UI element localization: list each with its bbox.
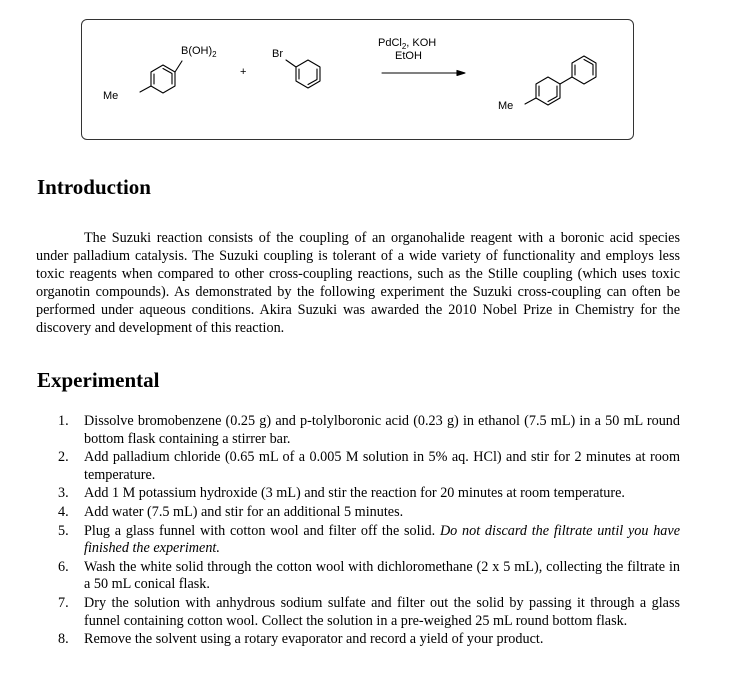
bromobenzene-structure: [286, 60, 320, 88]
step-number: 8.: [58, 631, 69, 648]
step-number: 1.: [58, 413, 69, 429]
introduction-text: The Suzuki reaction consists of the coupling of an organohalide reagent with a boronic acid species under palladium catalysis. The Suzuki coupling is tolerant of a wide variety of functionality and employs less toxic reagents when compared to other cross-coupling reactions, such as the Stille coupling (which uses toxic organotin compounds). As demonstrated by the following experiment the Suzuki cross-coupling can often be performed under aqueous conditions. Akira Suzuki was awarded the 2010 Nobel Prize in Chemistry for the discovery and development of this reaction.: [36, 230, 680, 337]
step-number: 4.: [58, 503, 69, 520]
step-number: 2.: [58, 449, 69, 466]
step-text: Add palladium chloride (0.65 mL of a 0.005 M solution in 5% aq. HCl) and stir for 2 minutes at room temperature.: [84, 449, 680, 483]
introduction-paragraph: [36, 229, 680, 338]
list-item: [36, 504, 680, 522]
tolylboronic-acid-structure: [140, 61, 182, 93]
step-text: Add 1 M potassium hydroxide (3 mL) and stir the reaction for 20 minutes at room temperature.: [84, 485, 625, 502]
bromo-label: Br: [272, 48, 283, 60]
step-text: Wash the white solid through the cotton wool with dichloromethane (2 x 5 mL), collecting the filtrate in a 50 mL conical flask.: [84, 558, 680, 593]
list-item: [36, 559, 680, 594]
step-text: Add water (7.5 mL) and stir for an additional 5 minutes.: [84, 503, 404, 520]
step-text: Remove the solvent using a rotary evaporator and record a yield of your product.: [84, 631, 544, 648]
list-item: [36, 631, 680, 649]
step-text: Dry the solution with anhydrous sodium sulfate and filter out the solid by passing it through a glass funnel containing cotton wool. Collect the solution in a pre-weighed 25 mL round bottom flask.: [84, 594, 680, 629]
product-methyl-label: Me: [498, 100, 514, 112]
list-item: [36, 523, 680, 558]
reaction-arrow: [382, 71, 465, 76]
boronic-acid-label: $B(OH)_2$: [181, 45, 217, 60]
step-text: Plug a glass funnel with cotton wool and filter off the solid.: [84, 522, 436, 539]
solvent-label: EtOH: [395, 50, 422, 62]
experimental-steps-list: [36, 413, 680, 650]
experimental-heading: Experimental: [37, 368, 160, 392]
reagents-label: PdCl$_2$, KOH: [378, 37, 437, 52]
list-item: [36, 485, 680, 503]
step-number: 3.: [58, 485, 69, 502]
plus-sign: +: [240, 66, 247, 78]
step-text: Dissolve bromobenzene (0.25 g) and p-tolylboronic acid (0.23 g) in ethanol (7.5 mL) in a 50 mL round bottom flask containing a stirrer bar.: [84, 413, 680, 447]
step-emphasis: Do not discard the filtrate until you have finished the experiment.: [84, 522, 680, 557]
step-number: 5.: [58, 522, 69, 539]
reaction-scheme: [81, 19, 634, 140]
list-item: [36, 595, 680, 630]
reaction-scheme-drawing: [82, 20, 635, 141]
list-item: [36, 413, 680, 448]
step-number: 6.: [58, 558, 69, 575]
introduction-heading: Introduction: [37, 175, 151, 199]
methylbiphenyl-structure: [525, 56, 596, 105]
list-item: [36, 449, 680, 484]
reactant-methyl-label: Me: [103, 90, 119, 102]
step-number: 7.: [58, 594, 69, 611]
